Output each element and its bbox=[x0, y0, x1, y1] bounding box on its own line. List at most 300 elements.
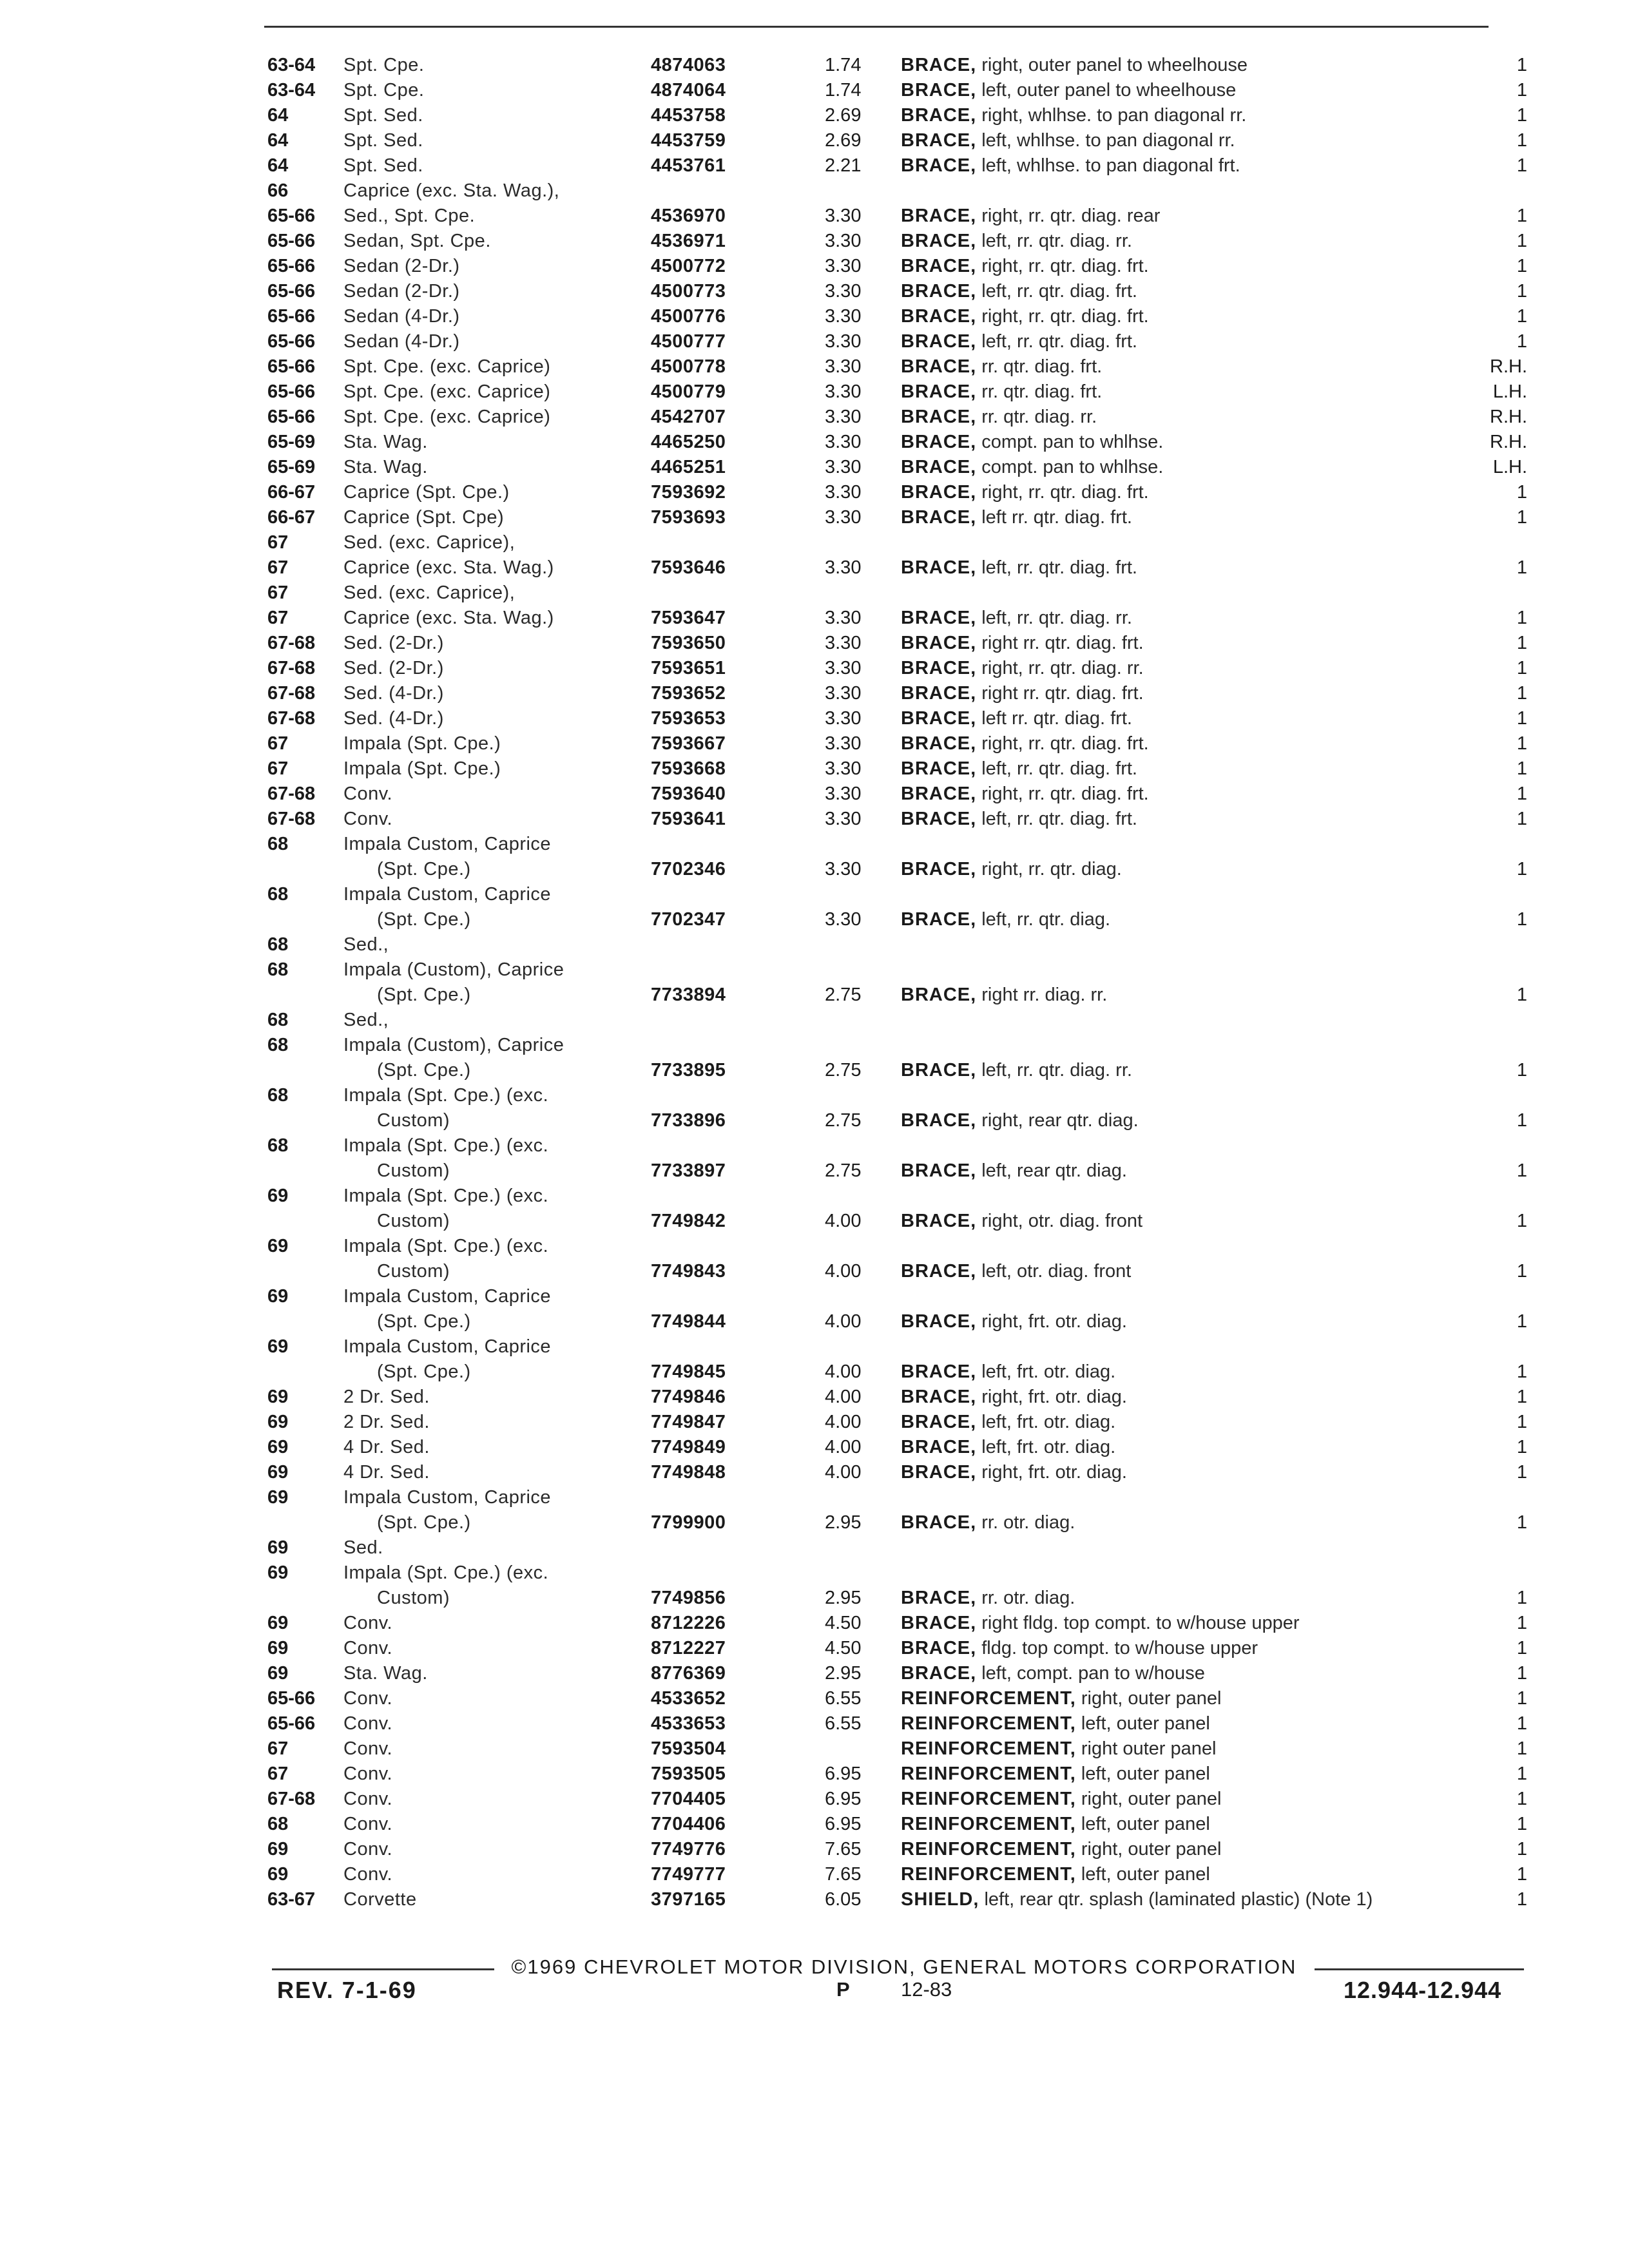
quantity: 1 bbox=[1516, 306, 1527, 327]
part-number: 7593640 bbox=[651, 783, 726, 804]
list-price: 6.05 bbox=[825, 1889, 862, 1910]
model-description: Sedan (2-Dr.) bbox=[343, 256, 460, 276]
part-name: BRACE, bbox=[901, 1387, 977, 1407]
part-name-cell bbox=[901, 505, 1507, 530]
list-price: 1.74 bbox=[825, 55, 862, 75]
list-price: 2.95 bbox=[825, 1588, 862, 1608]
parts-row bbox=[0, 1862, 1629, 1887]
quantity: 1 bbox=[1516, 1512, 1527, 1533]
part-description: right, rr. qtr. diag. frt. bbox=[981, 733, 1149, 754]
parts-row bbox=[0, 304, 1629, 329]
part-name: BRACE, bbox=[901, 783, 977, 804]
model-description: Impala (Spt. Cpe.) (exc. bbox=[343, 1186, 549, 1206]
part-name: BRACE, bbox=[901, 1462, 977, 1483]
list-price: 7.65 bbox=[825, 1839, 862, 1860]
model-year: 69 bbox=[267, 1236, 289, 1256]
quantity: 1 bbox=[1516, 1613, 1527, 1633]
list-price: 3.30 bbox=[825, 381, 862, 402]
part-description: right, whlhse. to pan diagonal rr. bbox=[981, 105, 1247, 126]
part-name: BRACE, bbox=[901, 482, 977, 503]
quantity: 1 bbox=[1516, 1889, 1527, 1910]
part-description: left, rr. qtr. diag. frt. bbox=[981, 331, 1137, 352]
model-description: Custom) bbox=[377, 1160, 450, 1181]
parts-row bbox=[0, 53, 1629, 78]
model-year: 67-68 bbox=[267, 658, 316, 678]
model-year: 64 bbox=[267, 155, 289, 176]
part-number: 7733897 bbox=[651, 1160, 726, 1181]
part-name: BRACE, bbox=[901, 1211, 977, 1231]
quantity: R.H. bbox=[1490, 356, 1527, 377]
model-year: 68 bbox=[267, 1814, 289, 1834]
quantity: 1 bbox=[1516, 1864, 1527, 1885]
parts-row bbox=[0, 153, 1629, 178]
model-description: Sta. Wag. bbox=[343, 1663, 428, 1684]
quantity: 1 bbox=[1516, 985, 1527, 1005]
part-name: BRACE, bbox=[901, 432, 977, 452]
part-description: right, frt. otr. diag. bbox=[981, 1462, 1127, 1483]
model-description: Spt. Sed. bbox=[343, 105, 423, 126]
model-description: Caprice (exc. Sta. Wag.) bbox=[343, 608, 554, 628]
part-description: right, rr. qtr. diag. frt. bbox=[981, 482, 1149, 503]
quantity: 1 bbox=[1516, 1638, 1527, 1658]
parts-row bbox=[0, 1234, 1629, 1259]
model-description: Sed. (2-Dr.) bbox=[343, 658, 444, 678]
part-name-cell bbox=[901, 153, 1507, 178]
model-year: 65-66 bbox=[267, 306, 316, 327]
part-name-cell bbox=[901, 1058, 1507, 1083]
model-year: 67-68 bbox=[267, 683, 316, 704]
part-number: 7749847 bbox=[651, 1412, 726, 1432]
parts-row bbox=[0, 756, 1629, 782]
part-name-cell bbox=[901, 555, 1507, 581]
parts-row bbox=[0, 229, 1629, 254]
model-description: Spt. Sed. bbox=[343, 130, 423, 151]
parts-row bbox=[0, 1133, 1629, 1158]
part-number: 7593647 bbox=[651, 608, 726, 628]
part-description: left, rr. qtr. diag. frt. bbox=[981, 758, 1137, 779]
part-name: BRACE, bbox=[901, 407, 977, 427]
parts-row bbox=[0, 1334, 1629, 1360]
parts-row bbox=[0, 882, 1629, 907]
parts-row bbox=[0, 1837, 1629, 1862]
model-description: Conv. bbox=[343, 1864, 393, 1885]
model-description: Sed. (2-Dr.) bbox=[343, 633, 444, 653]
part-number: 4500778 bbox=[651, 356, 726, 377]
model-year: 63-64 bbox=[267, 80, 316, 101]
quantity: 1 bbox=[1516, 1688, 1527, 1709]
part-name: BRACE, bbox=[901, 1311, 977, 1332]
part-number: 7593653 bbox=[651, 708, 726, 729]
model-description: Spt. Cpe. (exc. Caprice) bbox=[343, 356, 551, 377]
part-description: left, compt. pan to w/house bbox=[981, 1663, 1205, 1684]
part-description: left rr. qtr. diag. frt. bbox=[981, 507, 1132, 528]
list-price: 2.95 bbox=[825, 1512, 862, 1533]
model-year: 68 bbox=[267, 884, 289, 905]
model-description: 2 Dr. Sed. bbox=[343, 1387, 430, 1407]
parts-row bbox=[0, 1686, 1629, 1711]
section-number: 12.944-12.944 bbox=[1344, 1977, 1502, 2003]
parts-row bbox=[0, 1636, 1629, 1661]
quantity: 1 bbox=[1516, 1387, 1527, 1407]
parts-row bbox=[0, 103, 1629, 128]
model-year: 67 bbox=[267, 532, 289, 553]
footer-rule-right bbox=[1315, 1968, 1524, 1970]
model-year: 67 bbox=[267, 557, 289, 578]
part-name: REINFORCEMENT, bbox=[901, 1864, 1076, 1885]
part-description: left, rear qtr. splash (laminated plastic) (Note 1) bbox=[984, 1889, 1373, 1910]
list-price: 6.95 bbox=[825, 1814, 862, 1834]
part-description: left, outer panel bbox=[1081, 1864, 1210, 1885]
part-description: right, outer panel bbox=[1081, 1839, 1222, 1860]
list-price: 3.30 bbox=[825, 356, 862, 377]
model-year: 69 bbox=[267, 1387, 289, 1407]
parts-row bbox=[0, 1108, 1629, 1133]
model-year: 69 bbox=[267, 1864, 289, 1885]
list-price: 3.30 bbox=[825, 658, 862, 678]
part-name: BRACE, bbox=[901, 457, 977, 477]
quantity: 1 bbox=[1516, 1588, 1527, 1608]
quantity: 1 bbox=[1516, 130, 1527, 151]
parts-row bbox=[0, 455, 1629, 480]
parts-row bbox=[0, 1259, 1629, 1284]
parts-row bbox=[0, 1812, 1629, 1837]
quantity: R.H. bbox=[1490, 407, 1527, 427]
list-price: 3.30 bbox=[825, 256, 862, 276]
model-description: Sed. (exc. Caprice), bbox=[343, 582, 516, 603]
list-price: 3.30 bbox=[825, 758, 862, 779]
model-year: 65-66 bbox=[267, 256, 316, 276]
list-price: 3.30 bbox=[825, 432, 862, 452]
model-description: 2 Dr. Sed. bbox=[343, 1412, 430, 1432]
part-name-cell bbox=[901, 254, 1507, 279]
parts-row bbox=[0, 430, 1629, 455]
part-name-cell bbox=[901, 1611, 1507, 1636]
part-number: 8776369 bbox=[651, 1663, 726, 1684]
parts-row bbox=[0, 254, 1629, 279]
model-description: Corvette bbox=[343, 1889, 417, 1910]
model-description: Impala (Custom), Caprice bbox=[343, 1035, 564, 1055]
part-number: 7593693 bbox=[651, 507, 726, 528]
part-number: 7593646 bbox=[651, 557, 726, 578]
parts-row bbox=[0, 832, 1629, 857]
list-price: 4.50 bbox=[825, 1613, 862, 1633]
part-name: REINFORCEMENT, bbox=[901, 1839, 1076, 1860]
model-description: Custom) bbox=[377, 1211, 450, 1231]
parts-row bbox=[0, 279, 1629, 304]
part-number: 4542707 bbox=[651, 407, 726, 427]
model-description: Sedan, Spt. Cpe. bbox=[343, 231, 491, 251]
part-name-cell bbox=[901, 229, 1507, 254]
quantity: 1 bbox=[1516, 482, 1527, 503]
part-name: BRACE, bbox=[901, 306, 977, 327]
copyright-notice: ©1969 CHEVROLET MOTOR DIVISION, GENERAL MOTORS CORPORATION bbox=[511, 1956, 1297, 1978]
model-year: 63-67 bbox=[267, 1889, 316, 1910]
part-name-cell bbox=[901, 1209, 1507, 1234]
model-description: Conv. bbox=[343, 809, 393, 829]
part-name-cell bbox=[901, 204, 1507, 229]
quantity: 1 bbox=[1516, 809, 1527, 829]
part-name: BRACE, bbox=[901, 331, 977, 352]
part-name-cell bbox=[901, 103, 1507, 128]
list-price: 3.30 bbox=[825, 331, 862, 352]
part-number: 4533653 bbox=[651, 1713, 726, 1734]
model-description: Impala (Spt. Cpe.) (exc. bbox=[343, 1085, 549, 1106]
quantity: L.H. bbox=[1492, 457, 1527, 477]
quantity: 1 bbox=[1516, 658, 1527, 678]
list-price: 2.21 bbox=[825, 155, 862, 176]
part-name-cell bbox=[901, 405, 1507, 430]
part-description: left, rear qtr. diag. bbox=[981, 1160, 1127, 1181]
model-year: 65-66 bbox=[267, 356, 316, 377]
list-price: 4.00 bbox=[825, 1412, 862, 1432]
part-name: BRACE, bbox=[901, 231, 977, 251]
model-year: 64 bbox=[267, 130, 289, 151]
quantity: 1 bbox=[1516, 331, 1527, 352]
model-year: 65-66 bbox=[267, 231, 316, 251]
part-description: right, outer panel bbox=[1081, 1688, 1222, 1709]
model-description: Caprice (Spt. Cpe) bbox=[343, 507, 505, 528]
part-number: 4874064 bbox=[651, 80, 726, 101]
model-description: Sed. bbox=[343, 1537, 383, 1558]
part-description: right, otr. diag. front bbox=[981, 1211, 1143, 1231]
quantity: 1 bbox=[1516, 1412, 1527, 1432]
part-number: 7749849 bbox=[651, 1437, 726, 1457]
model-year: 65-66 bbox=[267, 1713, 316, 1734]
part-number: 7593641 bbox=[651, 809, 726, 829]
part-name: REINFORCEMENT, bbox=[901, 1763, 1076, 1784]
part-number: 4453759 bbox=[651, 130, 726, 151]
part-number: 4536971 bbox=[651, 231, 726, 251]
parts-row bbox=[0, 555, 1629, 581]
part-name-cell bbox=[901, 1887, 1507, 1912]
model-year: 69 bbox=[267, 1663, 289, 1684]
list-price: 4.00 bbox=[825, 1211, 862, 1231]
model-year: 65-66 bbox=[267, 381, 316, 402]
part-description: left, rr. qtr. diag. rr. bbox=[981, 231, 1132, 251]
part-name-cell bbox=[901, 1385, 1507, 1410]
part-name: BRACE, bbox=[901, 256, 977, 276]
model-description: Custom) bbox=[377, 1110, 450, 1131]
part-name: BRACE, bbox=[901, 155, 977, 176]
part-number: 7593650 bbox=[651, 633, 726, 653]
model-description: (Spt. Cpe.) bbox=[377, 859, 471, 879]
parts-row bbox=[0, 354, 1629, 380]
part-name: SHIELD, bbox=[901, 1889, 979, 1910]
list-price: 6.55 bbox=[825, 1713, 862, 1734]
list-price: 3.30 bbox=[825, 407, 862, 427]
part-name: REINFORCEMENT, bbox=[901, 1688, 1076, 1709]
list-price: 3.30 bbox=[825, 708, 862, 729]
part-number: 7733896 bbox=[651, 1110, 726, 1131]
quantity: 1 bbox=[1516, 507, 1527, 528]
part-name-cell bbox=[901, 128, 1507, 153]
model-year: 69 bbox=[267, 1487, 289, 1508]
quantity: 1 bbox=[1516, 1060, 1527, 1081]
part-description: rr. otr. diag. bbox=[981, 1588, 1075, 1608]
parts-row bbox=[0, 1284, 1629, 1309]
part-name: BRACE, bbox=[901, 1160, 977, 1181]
model-description: Conv. bbox=[343, 1688, 393, 1709]
parts-row bbox=[0, 1485, 1629, 1510]
model-description: Spt. Cpe. (exc. Caprice) bbox=[343, 381, 551, 402]
list-price: 2.75 bbox=[825, 1060, 862, 1081]
model-description: Spt. Cpe. (exc. Caprice) bbox=[343, 407, 551, 427]
model-year: 68 bbox=[267, 959, 289, 980]
model-year: 67 bbox=[267, 1738, 289, 1759]
model-description: Caprice (exc. Sta. Wag.), bbox=[343, 180, 560, 201]
quantity: 1 bbox=[1516, 859, 1527, 879]
model-year: 69 bbox=[267, 1839, 289, 1860]
list-price: 4.00 bbox=[825, 1462, 862, 1483]
model-description: Conv. bbox=[343, 1789, 393, 1809]
part-name-cell bbox=[901, 1862, 1507, 1887]
part-name: BRACE, bbox=[901, 1261, 977, 1282]
quantity: 1 bbox=[1516, 1738, 1527, 1759]
part-number: 4453761 bbox=[651, 155, 726, 176]
part-name-cell bbox=[901, 1711, 1507, 1736]
model-year: 69 bbox=[267, 1462, 289, 1483]
parts-row bbox=[0, 1510, 1629, 1535]
model-year: 67-68 bbox=[267, 1789, 316, 1809]
model-description: Conv. bbox=[343, 1638, 393, 1658]
model-year: 68 bbox=[267, 934, 289, 955]
part-name-cell bbox=[901, 782, 1507, 807]
quantity: 1 bbox=[1516, 1713, 1527, 1734]
quantity: 1 bbox=[1516, 1789, 1527, 1809]
model-description: Sedan (2-Dr.) bbox=[343, 281, 460, 302]
part-name: BRACE, bbox=[901, 859, 977, 879]
parts-row bbox=[0, 1385, 1629, 1410]
part-name: BRACE, bbox=[901, 633, 977, 653]
list-price: 6.95 bbox=[825, 1789, 862, 1809]
model-year: 67 bbox=[267, 1763, 289, 1784]
part-name: BRACE, bbox=[901, 809, 977, 829]
part-name: BRACE, bbox=[901, 708, 977, 729]
model-year: 69 bbox=[267, 1286, 289, 1307]
part-name: REINFORCEMENT, bbox=[901, 1738, 1076, 1759]
list-price: 3.30 bbox=[825, 909, 862, 930]
model-description: Impala (Spt. Cpe.) bbox=[343, 733, 501, 754]
part-name: BRACE, bbox=[901, 608, 977, 628]
part-name-cell bbox=[901, 1812, 1507, 1837]
part-name-cell bbox=[901, 1309, 1507, 1334]
model-description: (Spt. Cpe.) bbox=[377, 1060, 471, 1081]
part-name: BRACE, bbox=[901, 658, 977, 678]
quantity: R.H. bbox=[1490, 432, 1527, 452]
quantity: 1 bbox=[1516, 80, 1527, 101]
parts-row bbox=[0, 1535, 1629, 1561]
model-description: Spt. Cpe. bbox=[343, 55, 425, 75]
model-year: 67 bbox=[267, 582, 289, 603]
list-price: 3.30 bbox=[825, 809, 862, 829]
list-price: 2.69 bbox=[825, 105, 862, 126]
list-price: 3.30 bbox=[825, 859, 862, 879]
part-number: 7733895 bbox=[651, 1060, 726, 1081]
model-description: Sedan (4-Dr.) bbox=[343, 331, 460, 352]
model-description: Impala (Spt. Cpe.) (exc. bbox=[343, 1135, 549, 1156]
part-name-cell bbox=[901, 279, 1507, 304]
parts-row bbox=[0, 656, 1629, 681]
part-description: left, rr. qtr. diag. bbox=[981, 909, 1111, 930]
model-description: Custom) bbox=[377, 1588, 450, 1608]
model-year: 66 bbox=[267, 180, 289, 201]
model-description: Sed., bbox=[343, 934, 389, 955]
quantity: 1 bbox=[1516, 55, 1527, 75]
part-description: left, rr. qtr. diag. rr. bbox=[981, 608, 1132, 628]
part-name-cell bbox=[901, 1686, 1507, 1711]
quantity: 1 bbox=[1516, 1763, 1527, 1784]
part-number: 7593504 bbox=[651, 1738, 726, 1759]
part-description: left, whlhse. to pan diagonal frt. bbox=[981, 155, 1240, 176]
part-name-cell bbox=[901, 53, 1507, 78]
part-description: right, rr. qtr. diag. bbox=[981, 859, 1122, 879]
part-name: BRACE, bbox=[901, 557, 977, 578]
model-description: Sed., Spt. Cpe. bbox=[343, 206, 476, 226]
part-name-cell bbox=[901, 78, 1507, 103]
model-year: 65-66 bbox=[267, 281, 316, 302]
part-name: REINFORCEMENT, bbox=[901, 1713, 1076, 1734]
list-price: 7.65 bbox=[825, 1864, 862, 1885]
model-description: Sed. (exc. Caprice), bbox=[343, 532, 516, 553]
model-year: 65-66 bbox=[267, 206, 316, 226]
model-year: 67 bbox=[267, 608, 289, 628]
part-name-cell bbox=[901, 1837, 1507, 1862]
model-description: Impala Custom, Caprice bbox=[343, 1336, 552, 1357]
part-name-cell bbox=[901, 1108, 1507, 1133]
part-description: compt. pan to whlhse. bbox=[981, 432, 1164, 452]
part-description: left, frt. otr. diag. bbox=[981, 1361, 1116, 1382]
model-description: 4 Dr. Sed. bbox=[343, 1437, 430, 1457]
part-number: 7799900 bbox=[651, 1512, 726, 1533]
part-number: 8712227 bbox=[651, 1638, 726, 1658]
part-description: right rr. qtr. diag. frt. bbox=[981, 683, 1144, 704]
model-year: 69 bbox=[267, 1537, 289, 1558]
part-number: 7749842 bbox=[651, 1211, 726, 1231]
part-description: right, rr. qtr. diag. rear bbox=[981, 206, 1161, 226]
model-description: Impala (Spt. Cpe.) (exc. bbox=[343, 1562, 549, 1583]
part-name: BRACE, bbox=[901, 733, 977, 754]
part-name-cell bbox=[901, 1736, 1507, 1762]
model-description: (Spt. Cpe.) bbox=[377, 985, 471, 1005]
part-name-cell bbox=[901, 681, 1507, 706]
parts-row bbox=[0, 329, 1629, 354]
part-description: left, frt. otr. diag. bbox=[981, 1412, 1116, 1432]
part-number: 7593652 bbox=[651, 683, 726, 704]
part-number: 7749776 bbox=[651, 1839, 726, 1860]
part-name: BRACE, bbox=[901, 1361, 977, 1382]
model-year: 67-68 bbox=[267, 708, 316, 729]
part-name-cell bbox=[901, 756, 1507, 782]
model-year: 68 bbox=[267, 1010, 289, 1030]
model-year: 68 bbox=[267, 1135, 289, 1156]
model-year: 69 bbox=[267, 1613, 289, 1633]
part-description: right, rr. qtr. diag. rr. bbox=[981, 658, 1144, 678]
list-price: 2.75 bbox=[825, 1160, 862, 1181]
part-number: 7593668 bbox=[651, 758, 726, 779]
parts-row bbox=[0, 983, 1629, 1008]
part-name: BRACE, bbox=[901, 909, 977, 930]
quantity: 1 bbox=[1516, 231, 1527, 251]
model-description: Impala Custom, Caprice bbox=[343, 884, 552, 905]
list-price: 3.30 bbox=[825, 231, 862, 251]
part-name-cell bbox=[901, 304, 1507, 329]
part-name: BRACE, bbox=[901, 206, 977, 226]
part-number: 3797165 bbox=[651, 1889, 726, 1910]
part-name-cell bbox=[901, 480, 1507, 505]
list-price: 6.95 bbox=[825, 1763, 862, 1784]
quantity: 1 bbox=[1516, 281, 1527, 302]
part-number: 7593692 bbox=[651, 482, 726, 503]
